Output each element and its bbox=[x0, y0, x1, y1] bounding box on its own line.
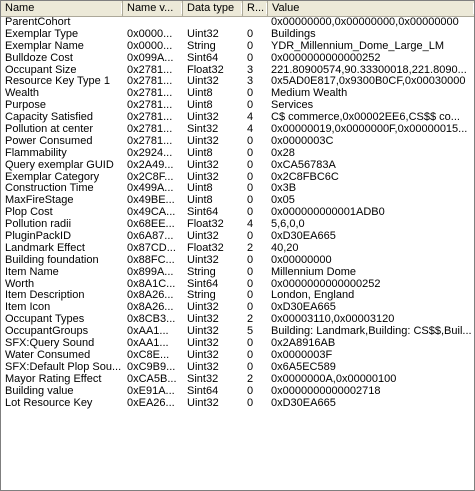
property-rep-count bbox=[243, 17, 268, 29]
property-value: 0x28 bbox=[271, 147, 295, 159]
property-value: 0x0000003F bbox=[271, 349, 333, 361]
property-name: Bulldoze Cost bbox=[5, 52, 73, 64]
property-row[interactable] bbox=[1, 362, 474, 374]
property-value: 0x0000000000000252 bbox=[271, 278, 381, 290]
property-rep-count: 5 bbox=[247, 326, 254, 338]
property-rep-count: 0 bbox=[247, 361, 254, 373]
property-value: 0xCA56783A bbox=[271, 159, 336, 171]
property-row[interactable] bbox=[1, 172, 474, 184]
property-rep-count: 0 bbox=[247, 266, 254, 278]
property-name: Item Description bbox=[5, 290, 85, 302]
property-value: Services bbox=[271, 100, 314, 112]
column-header-row bbox=[1, 1, 474, 17]
property-name: PluginPackID bbox=[5, 231, 72, 243]
property-name: Exemplar Category bbox=[5, 171, 100, 183]
property-name: ParentCohort bbox=[5, 17, 71, 28]
property-data-type: Uint32 bbox=[187, 361, 219, 373]
property-name-value: 0xCA5B... bbox=[127, 373, 177, 385]
property-name-value: 0x2781... bbox=[127, 112, 173, 124]
property-value: 0x00000000,0x00000000,0x00000000 bbox=[271, 17, 459, 28]
property-row[interactable] bbox=[1, 195, 474, 207]
property-name: Building value bbox=[5, 385, 74, 397]
property-name: Exemplar Type bbox=[5, 28, 79, 40]
column-header-name[interactable]: Name bbox=[1, 1, 123, 16]
property-data-type: Uint32 bbox=[187, 254, 219, 266]
property-name: Item Icon bbox=[5, 302, 51, 314]
property-row[interactable] bbox=[1, 112, 474, 124]
property-data-type: Sint64 bbox=[187, 278, 219, 290]
property-name: Pollution radii bbox=[5, 219, 72, 231]
property-row[interactable] bbox=[1, 124, 474, 136]
property-row[interactable] bbox=[1, 302, 474, 314]
property-name: MaxFireStage bbox=[5, 195, 74, 207]
property-name: Water Consumed bbox=[5, 349, 91, 361]
property-value: 0x000000000001ADB0 bbox=[271, 207, 385, 219]
property-row[interactable] bbox=[1, 267, 474, 279]
property-rep-count: 0 bbox=[247, 40, 254, 52]
property-data-type: Uint32 bbox=[187, 302, 219, 314]
property-value: 5,6,0,0 bbox=[271, 219, 305, 231]
property-value: 40,20 bbox=[271, 242, 299, 254]
property-name: Purpose bbox=[5, 100, 46, 112]
property-row[interactable] bbox=[1, 41, 474, 53]
property-row[interactable] bbox=[1, 53, 474, 65]
property-name: Landmark Effect bbox=[5, 242, 85, 254]
property-name-value: 0x6A87... bbox=[127, 231, 174, 243]
property-rep-count: 0 bbox=[247, 183, 254, 195]
property-value: 0xD30EA665 bbox=[271, 302, 336, 314]
property-row[interactable] bbox=[1, 386, 474, 398]
property-value: 0xD30EA665 bbox=[271, 397, 336, 409]
property-name: Worth bbox=[5, 278, 35, 290]
property-name-value: 0x49CA... bbox=[127, 207, 176, 219]
property-data-type: Uint8 bbox=[187, 88, 213, 100]
property-data-type: Uint32 bbox=[187, 314, 219, 326]
property-data-type: Uint32 bbox=[187, 349, 219, 361]
property-value: 0x0000000A,0x00000100 bbox=[271, 373, 397, 385]
property-value: 0x00003110,0x00003120 bbox=[271, 314, 395, 326]
property-data-type: Uint32 bbox=[187, 159, 219, 171]
property-name: OccupantGroups bbox=[5, 326, 89, 338]
property-name-value: 0x2781... bbox=[127, 64, 173, 76]
property-name-value: 0x8A26... bbox=[127, 290, 174, 302]
property-value: Medium Wealth bbox=[271, 88, 348, 100]
property-rep-count: 2 bbox=[247, 314, 254, 326]
property-name-value: 0x2781... bbox=[127, 100, 173, 112]
property-row[interactable] bbox=[1, 279, 474, 291]
property-value: 0x5AD0E817,0x9300B0CF,0x00030000 bbox=[271, 76, 466, 88]
property-rep-count: 3 bbox=[247, 76, 254, 88]
property-value: 221.80900574,90.33300018,221.8090... bbox=[271, 64, 467, 76]
property-name-value: 0x8A26... bbox=[127, 302, 174, 314]
property-name-value: 0x499A... bbox=[127, 183, 174, 195]
property-row[interactable] bbox=[1, 398, 474, 410]
property-name-value: 0x8A1C... bbox=[127, 278, 176, 290]
property-rep-count: 0 bbox=[247, 52, 254, 64]
property-value: Buildings bbox=[271, 28, 316, 40]
property-rep-count: 4 bbox=[247, 124, 254, 136]
property-rep-count: 0 bbox=[247, 147, 254, 159]
property-row[interactable] bbox=[1, 374, 474, 386]
property-row[interactable] bbox=[1, 65, 474, 77]
property-value: 0x3B bbox=[271, 183, 297, 195]
property-name: Construction Time bbox=[5, 183, 94, 195]
property-name-value: 0x88FC... bbox=[127, 254, 175, 266]
column-header-rep[interactable]: R... bbox=[243, 1, 268, 16]
property-value: 0xD30EA665 bbox=[271, 231, 336, 243]
property-value: 0x0000000000002718 bbox=[271, 385, 381, 397]
property-row[interactable] bbox=[1, 314, 474, 326]
property-name: Capacity Satisfied bbox=[5, 112, 94, 124]
property-rep-count: 0 bbox=[247, 231, 254, 243]
property-name-value: 0xC8E... bbox=[127, 349, 170, 361]
property-data-type: Uint8 bbox=[187, 147, 213, 159]
property-row[interactable] bbox=[1, 136, 474, 148]
property-name-value: 0xEA26... bbox=[127, 397, 175, 409]
property-rep-count: 0 bbox=[247, 207, 254, 219]
property-name-value: 0x2781... bbox=[127, 124, 173, 136]
property-data-type: Uint32 bbox=[187, 76, 219, 88]
property-data-type: Uint32 bbox=[187, 326, 219, 338]
property-name: Wealth bbox=[5, 88, 40, 100]
property-name: Exemplar Name bbox=[5, 40, 84, 52]
property-data-type: Uint32 bbox=[187, 171, 219, 183]
property-name: SFX:Query Sound bbox=[5, 338, 95, 350]
property-row[interactable] bbox=[1, 207, 474, 219]
property-name: Pollution at center bbox=[5, 124, 94, 136]
property-name: Resource Key Type 1 bbox=[5, 76, 110, 88]
property-name-value: 0x2781... bbox=[127, 88, 173, 100]
property-name-value: 0x0000... bbox=[127, 40, 173, 52]
property-row[interactable] bbox=[1, 88, 474, 100]
property-data-type: Sint64 bbox=[187, 52, 219, 64]
property-name: SFX:Default Plop Sou... bbox=[5, 361, 122, 373]
property-name-value bbox=[123, 17, 183, 29]
property-row[interactable] bbox=[1, 29, 474, 41]
property-rep-count: 0 bbox=[247, 338, 254, 350]
property-list bbox=[1, 17, 474, 409]
property-name: Query exemplar GUID bbox=[5, 159, 114, 171]
property-rep-count: 0 bbox=[247, 278, 254, 290]
property-rep-count: 0 bbox=[247, 290, 254, 302]
property-data-type: Uint32 bbox=[187, 231, 219, 243]
property-rep-count: 0 bbox=[247, 349, 254, 361]
property-data-type bbox=[183, 17, 243, 29]
property-value: London, England bbox=[271, 290, 355, 302]
property-name: Mayor Rating Effect bbox=[5, 373, 102, 385]
property-row[interactable] bbox=[1, 17, 474, 29]
property-name: Item Name bbox=[5, 266, 59, 278]
property-name-value: 0x2A49... bbox=[127, 159, 174, 171]
property-value: 0x00000019,0x0000000F,0x00000015... bbox=[271, 124, 468, 136]
property-rep-count: 0 bbox=[247, 302, 254, 314]
property-rep-count: 0 bbox=[247, 100, 254, 112]
property-rep-count: 4 bbox=[247, 219, 254, 231]
property-data-type: Sint32 bbox=[187, 373, 219, 385]
property-data-type: Uint32 bbox=[187, 397, 219, 409]
property-data-type: Uint8 bbox=[187, 195, 213, 207]
property-name-value: 0x68EE... bbox=[127, 219, 175, 231]
property-row[interactable] bbox=[1, 338, 474, 350]
property-rep-count: 0 bbox=[247, 28, 254, 40]
property-data-type: Sint64 bbox=[187, 207, 219, 219]
property-name-value: 0x49BE... bbox=[127, 195, 175, 207]
property-row[interactable] bbox=[1, 100, 474, 112]
property-name-value: 0x2924... bbox=[127, 147, 173, 159]
column-header-name-value[interactable]: Name v... bbox=[123, 1, 183, 16]
property-value: Millennium Dome bbox=[271, 266, 356, 278]
property-data-type: Uint32 bbox=[187, 135, 219, 147]
property-name: Occupant Types bbox=[5, 314, 85, 326]
property-data-type: Uint8 bbox=[187, 183, 213, 195]
property-value: C$ commerce,0x00002EE6,CS$$ co... bbox=[271, 112, 460, 124]
property-rep-count: 0 bbox=[247, 171, 254, 183]
property-name: Plop Cost bbox=[5, 207, 53, 219]
property-row[interactable] bbox=[1, 326, 474, 338]
property-name-value: 0x2781... bbox=[127, 76, 173, 88]
property-rep-count: 0 bbox=[247, 159, 254, 171]
property-row[interactable] bbox=[1, 183, 474, 195]
property-name-value: 0x0000... bbox=[127, 28, 173, 40]
property-name-value: 0x099A... bbox=[127, 52, 174, 64]
property-data-type: Float32 bbox=[187, 219, 224, 231]
property-rep-count: 0 bbox=[247, 397, 254, 409]
property-name-value: 0xAA1... bbox=[127, 326, 169, 338]
property-row[interactable] bbox=[1, 76, 474, 88]
property-row[interactable] bbox=[1, 148, 474, 160]
property-name-value: 0x899A... bbox=[127, 266, 174, 278]
property-row[interactable] bbox=[1, 243, 474, 255]
property-data-type: Uint8 bbox=[187, 100, 213, 112]
property-name: Flammability bbox=[5, 147, 67, 159]
property-name: Building foundation bbox=[5, 254, 99, 266]
property-rep-count: 0 bbox=[247, 195, 254, 207]
property-name: Occupant Size bbox=[5, 64, 77, 76]
property-rep-count: 0 bbox=[247, 135, 254, 147]
property-rep-count: 0 bbox=[247, 88, 254, 100]
property-data-type: Float32 bbox=[187, 242, 224, 254]
property-rep-count: 2 bbox=[247, 242, 254, 254]
column-header-data-type[interactable]: Data type bbox=[183, 1, 243, 16]
property-data-type: Sint64 bbox=[187, 385, 219, 397]
property-rep-count: 4 bbox=[247, 112, 254, 124]
property-value: 0x0000003C bbox=[271, 135, 334, 147]
property-data-type: String bbox=[187, 266, 216, 278]
property-value: 0x05 bbox=[271, 195, 295, 207]
property-row[interactable] bbox=[1, 290, 474, 302]
property-value: Building: Landmark,Building: CS$$,Buil... bbox=[271, 326, 472, 338]
property-name-value: 0x2C8F... bbox=[127, 171, 174, 183]
property-data-type: Uint32 bbox=[187, 338, 219, 350]
property-row[interactable] bbox=[1, 231, 474, 243]
property-data-type: String bbox=[187, 40, 216, 52]
property-rep-count: 2 bbox=[247, 373, 254, 385]
property-row[interactable] bbox=[1, 219, 474, 231]
property-name: Power Consumed bbox=[5, 135, 93, 147]
property-name-value: 0xC9B9... bbox=[127, 361, 176, 373]
column-header-value[interactable]: Value bbox=[268, 1, 474, 16]
property-row[interactable] bbox=[1, 160, 474, 172]
property-data-type: Uint32 bbox=[187, 112, 219, 124]
property-value: 0x0000000000000252 bbox=[271, 52, 381, 64]
property-rep-count: 0 bbox=[247, 385, 254, 397]
property-row[interactable] bbox=[1, 255, 474, 267]
property-row[interactable] bbox=[1, 350, 474, 362]
property-data-type: Float32 bbox=[187, 64, 224, 76]
property-value: 0x2C8FBC6C bbox=[271, 171, 339, 183]
property-value: YDR_Millennium_Dome_Large_LM bbox=[271, 40, 445, 52]
property-data-type: String bbox=[187, 290, 216, 302]
property-data-type: Sint32 bbox=[187, 124, 219, 136]
property-value: 0x00000000 bbox=[271, 254, 332, 266]
property-name-value: 0xE91A... bbox=[127, 385, 175, 397]
property-name-value: 0x87CD... bbox=[127, 242, 176, 254]
property-rep-count: 0 bbox=[247, 254, 254, 266]
property-name-value: 0x2781... bbox=[127, 135, 173, 147]
property-value: 0x6A5EC589 bbox=[271, 361, 336, 373]
property-name-value: 0x8CB3... bbox=[127, 314, 176, 326]
property-data-type: Uint32 bbox=[187, 28, 219, 40]
property-name-value: 0xAA1... bbox=[127, 338, 169, 350]
property-rep-count: 3 bbox=[247, 64, 254, 76]
property-value: 0x2A8916AB bbox=[271, 338, 336, 350]
property-name: Lot Resource Key bbox=[5, 397, 93, 409]
